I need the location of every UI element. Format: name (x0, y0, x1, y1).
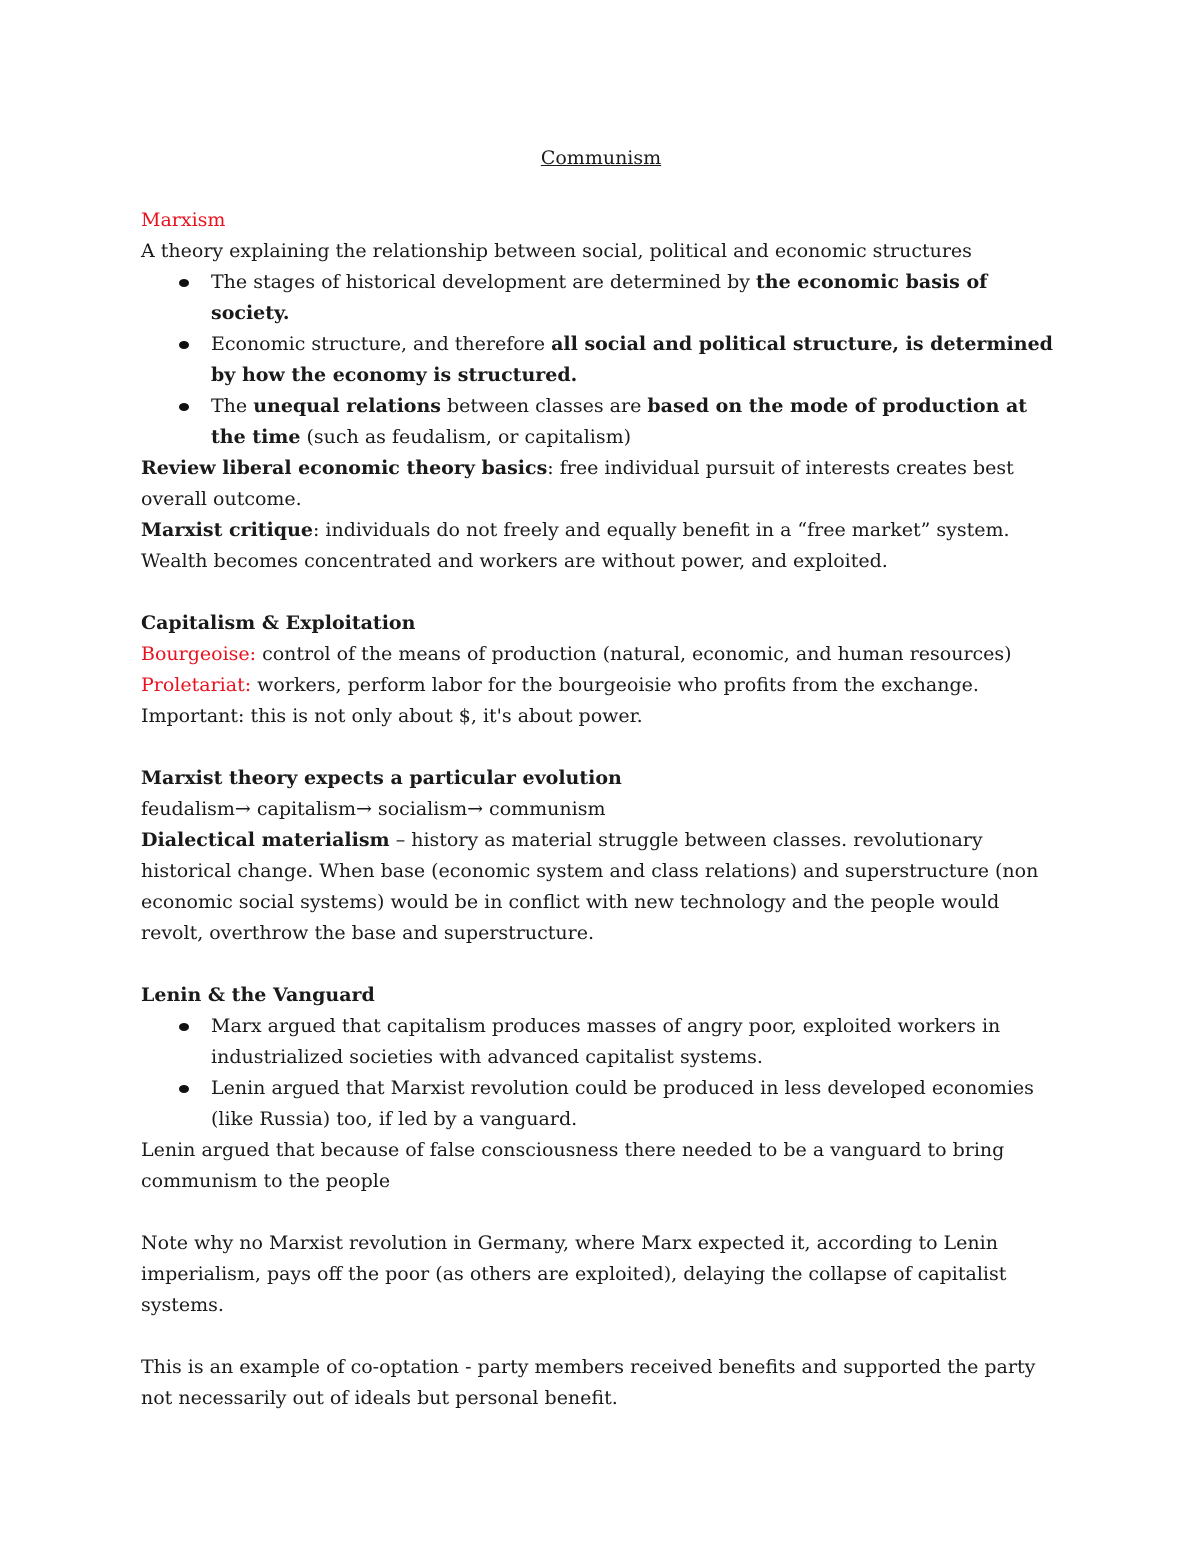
capitalism-heading: Capitalism & Exploitation (141, 612, 416, 634)
list-item: The stages of historical development are determined by the economic basis of society. (141, 267, 1061, 329)
list-item: Economic structure, and therefore all social and political structure, is determined by how the economy is structured. (141, 329, 1061, 391)
review-paragraph: Review liberal economic theory basics: free individual pursuit of interests creates best overall outcome. (141, 457, 1014, 510)
marxism-bullet-list (141, 267, 1061, 453)
lenin-bullet-list (141, 1011, 1061, 1135)
bullet-icon (179, 341, 189, 349)
document-body (141, 143, 1061, 1414)
marxism-heading: Marxism (141, 209, 226, 231)
important-note: Important: this is not only about $, it's about power. (141, 705, 643, 727)
list-item: The unequal relations between classes are based on the mode of production at the time (such as feudalism, or capitalism) (141, 391, 1061, 453)
note-paragraph: Note why no Marxist revolution in Germany, where Marx expected it, according to Lenin imperialism, pays off the poor (as others are exploited), delaying the collapse of capitalist systems. (141, 1232, 1007, 1316)
bullet-icon (179, 279, 189, 287)
proletariat-definition: Proletariat: workers, perform labor for the bourgeoisie who profits from the exchange. (141, 674, 979, 696)
lenin-paragraph: Lenin argued that because of false consciousness there needed to be a vanguard to bring communism to the people (141, 1139, 1005, 1192)
cooptation-paragraph: This is an example of co-optation - party members received benefits and supported the party not necessarily out of ideals but personal benefit. (141, 1356, 1036, 1409)
page-title: Communism (540, 147, 662, 169)
bullet-icon (179, 1085, 189, 1093)
evolution-heading: Marxist theory expects a particular evolution (141, 767, 622, 789)
critique-paragraph: Marxist critique: individuals do not freely and equally benefit in a “free market” system. Wealth becomes concentrated and workers are without power, and exploited. (141, 519, 1010, 572)
dialectical-paragraph: Dialectical materialism – history as material struggle between classes. revolutionary historical change. When base (economic system and class relations) and superstructure (non economic social systems) would be in conflict with new technology and the people would revolt, overthrow the base and superstructure. (141, 829, 1039, 944)
marxism-intro: A theory explaining the relationship between social, political and economic structures (141, 240, 972, 262)
list-item: Marx argued that capitalism produces masses of angry poor, exploited workers in industrialized societies with advanced capitalist systems. (141, 1011, 1061, 1073)
bourgeoise-definition: Bourgeoise: control of the means of production (natural, economic, and human resources) (141, 643, 1012, 665)
evolution-sequence: feudalism→ capitalism→ socialism→ communism (141, 798, 606, 820)
bullet-icon (179, 1023, 189, 1031)
bullet-icon (179, 403, 189, 411)
list-item: Lenin argued that Marxist revolution could be produced in less developed economies (like Russia) too, if led by a vanguard. (141, 1073, 1061, 1135)
lenin-heading: Lenin & the Vanguard (141, 984, 375, 1006)
